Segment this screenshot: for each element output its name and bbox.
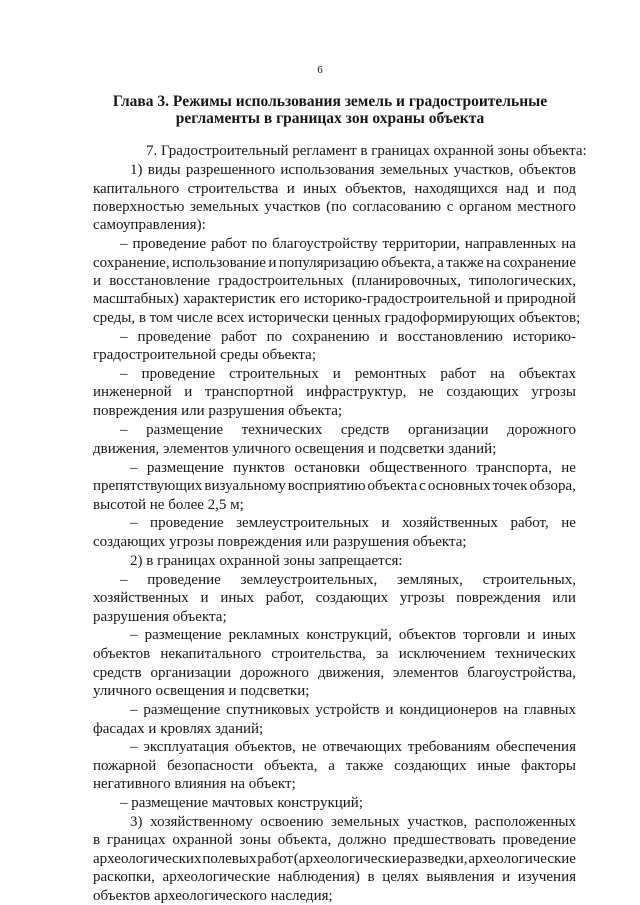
text-line [93,180,576,198]
word: размещение [144,627,222,643]
word: объекта, [264,758,318,774]
word: благоустройства, [467,665,576,681]
word: размещение [146,422,224,438]
word: должно [338,832,387,848]
word: и [184,384,193,400]
word: земельных [379,162,449,178]
word: в [93,832,101,848]
text-line [130,738,576,756]
word: работ, [265,590,304,606]
text-line: 2) в границах охранной зоны запрещается: [130,553,403,569]
word: объектов [518,162,576,178]
word: расположенных [474,814,576,830]
word: проведение [132,236,206,252]
word: проведение [150,515,224,531]
word: работ [220,329,257,345]
word: некапитального [160,646,262,662]
word: земляных, [397,572,463,588]
word: и [385,702,394,718]
word: главных [523,702,576,718]
text-line: высотой не более 2,5 м; [93,497,244,513]
word: виды [147,162,181,178]
word: проведение [502,832,576,848]
word: или [552,590,576,606]
word: создающих [394,758,467,774]
page-number: 6 [317,64,323,76]
word: угрозы [531,384,576,400]
word: инфраструктур, [306,384,407,400]
word: на [561,236,576,252]
word: зоны [239,832,271,848]
word: с [446,199,454,215]
word: технических [495,646,576,662]
word: его [279,291,300,307]
word: на [490,366,505,382]
word: организации [150,665,232,681]
word: – [120,366,128,382]
word: объектов [93,646,151,662]
word: органом [459,199,512,215]
text-line: движения, элементов уличного освещения и подсветки зданий; [93,441,497,457]
word: и [286,181,295,197]
text-line [93,831,576,849]
word: не [561,460,576,476]
word: безопасности [167,758,254,774]
word: создающих [315,590,389,606]
text-line [93,868,576,886]
word: – [130,627,138,643]
word: раскопки, [93,869,155,885]
word: 1) [130,162,143,178]
word: использование [171,255,266,271]
text-line [93,272,576,290]
word: освоению [260,814,324,830]
word: и [527,627,536,643]
word: (планировочных, [351,273,461,289]
word: популяризацию [278,255,379,271]
word: (по [326,199,347,215]
word: спутниковых [226,702,310,718]
word: объекта [367,478,418,494]
word: восстановлению [397,329,503,345]
word: – [120,329,128,345]
word: угрозы [399,590,445,606]
text-line: 7. Градостроительный регламент в границах охранной зоны объекта: [146,143,587,159]
text-line: создающих угрозы повреждения или разрушения объекта; [93,534,467,550]
word: повреждения [456,590,541,606]
word: технических [241,422,323,438]
word: проведение [147,572,221,588]
word: за [375,646,389,662]
word: обеспечения [495,739,576,755]
word: археологические [468,851,576,867]
word: и [536,181,545,197]
word: историко-градостроительной [303,291,491,307]
text-line [93,850,576,868]
word: инженерной [93,384,172,400]
word: создающих [446,384,519,400]
word: проведение [141,366,216,382]
word: – [120,422,128,438]
word: 3) [130,814,143,830]
word: строительных [229,366,319,382]
word: основных [427,478,491,494]
text-line [93,664,576,682]
text-line [93,290,576,308]
text-line [120,365,576,383]
word: и [93,273,102,289]
word: дорожного [507,422,576,438]
word: факторы [521,758,576,774]
word: и [268,255,277,271]
word: – [130,460,138,476]
text-line [130,626,576,644]
word: масштабных) [93,291,179,307]
word: работ, [510,515,549,531]
word: земельных [190,199,259,215]
word: ремонтных [354,366,427,382]
word: и [200,590,209,606]
word: в [367,869,375,885]
word: также [446,255,484,271]
word: – [130,515,138,531]
word: целях [382,869,419,885]
text-line: разрушения объекта; [93,609,227,625]
word: и [379,329,388,345]
word: изучения [517,869,576,885]
word: объекта, [381,255,435,271]
word: торговли [463,627,521,643]
word: восстановление [109,273,211,289]
word: – [120,236,128,252]
word: исключением [398,646,486,662]
word: над [506,181,529,197]
text-line [130,514,576,532]
word: требованиям [407,739,490,755]
word: а [328,758,335,774]
text-line: среды, в том числе всех исторически ценных градоформирующих объектов; [93,310,581,326]
word: элементов [393,665,459,681]
text-line [120,571,576,589]
word: охранной [172,832,233,848]
text-line: повреждения или разрушения объекта; [93,403,343,419]
word: под [553,181,576,197]
word: находящихся [414,181,498,197]
text-line [93,198,576,216]
word: препятствующих [93,478,203,494]
word: на [486,255,501,271]
word: не [561,515,576,531]
text-line [120,235,576,253]
word: археологических [93,851,202,867]
word: сохранение, [93,255,170,271]
chapter-title [90,93,570,127]
text-line [120,421,576,439]
word: с [419,478,426,494]
text-line [130,701,576,719]
word: благоустройству [272,236,378,252]
word: иных [303,181,337,197]
word: выявления [426,869,495,885]
word: (археологические [293,851,407,867]
word: и [494,291,503,307]
word: использования [280,162,375,178]
word: восприятию [287,478,366,494]
text-line [93,477,576,495]
word: транспортной [204,384,294,400]
word: проведение [137,329,211,345]
word: землеустроительных, [240,572,378,588]
word: и [332,366,341,382]
text-line [93,383,576,401]
word: организации [407,422,489,438]
text-line: уличного освещения и подсветки; [93,683,310,699]
word: не [419,384,434,400]
text-line [130,813,576,831]
text-line: градостроительной среды объекта; [93,347,316,363]
word: средств [340,422,390,438]
word: размещение [146,460,224,476]
word: остановки [294,460,361,476]
word: работ [257,851,293,867]
word: историко- [512,329,576,345]
text-line [93,254,576,272]
word: – [120,572,128,588]
text-line: фасадах и кровлях зданий; [93,721,264,737]
word: земельных [331,814,400,830]
word: направленных [464,236,557,252]
word: археологические [162,869,271,885]
word: обзора, [529,478,576,494]
word: хозяйственных [93,590,189,606]
word: местного [517,199,576,215]
word: объекта, [277,832,332,848]
word: и [381,515,390,531]
word: хозяйственному [150,814,253,830]
text-line [130,161,576,179]
word: участков, [407,814,468,830]
word: рекламных [228,627,300,643]
word: конструкций, [306,627,392,643]
word: пунктов [233,460,285,476]
word: не [301,739,317,755]
word: сохранение [503,255,576,271]
word: капитального [93,181,180,197]
text-line: негативного влияния на объект; [93,776,296,792]
chapter-title-line-2: регламенты в границах зон охраны объекта [175,110,485,127]
text-line [130,459,576,477]
text-line: – размещение мачтовых конструкций; [120,795,363,811]
word: согласованию [352,199,442,215]
word: по [251,236,268,252]
word: объектов, [345,181,407,197]
word: объектов [398,627,457,643]
text-line [93,757,576,775]
word: отвечающих [322,739,402,755]
word: устройств [315,702,380,718]
chapter-title-line-1: Глава 3. Режимы использования земель и градостроительные [112,93,548,110]
word: иных [542,627,576,643]
word: разведки, [407,851,468,867]
word: на [503,702,518,718]
word: иные [477,758,511,774]
word: сохранению [292,329,370,345]
word: разрешенного [185,162,276,178]
word: точек [492,478,528,494]
word: строительства [187,181,279,197]
word: градостроительных [218,273,344,289]
word: территории, [382,236,460,252]
word: а [437,255,444,271]
word: типологических, [469,273,576,289]
word: кондиционеров [399,702,498,718]
text-line [93,645,576,663]
word: общественного [369,460,467,476]
word: предшествовать [393,832,496,848]
word: полевых [202,851,257,867]
word: работ [210,236,247,252]
word: – [130,702,138,718]
word: землеустроительных [236,515,369,531]
text-line [93,589,576,607]
word: границах [106,832,166,848]
word: по [266,329,283,345]
word: иных [220,590,254,606]
word: и [502,869,511,885]
word: объектах [518,366,576,382]
word: пожарной [93,758,157,774]
word: размещение [143,702,221,718]
word: средств [93,665,142,681]
word: природной [506,291,576,307]
word: объектов, [234,739,296,755]
word: наблюдения) [277,869,360,885]
word: строительных, [482,572,576,588]
word: работ [440,366,476,382]
text-line: самоуправления): [93,217,206,233]
word: строительства, [271,646,366,662]
text-line: объектов археологического наследия; [93,888,333,904]
word: характеристик [183,291,276,307]
word: движения, [317,665,385,681]
word: транспорта, [476,460,552,476]
word: – [130,739,138,755]
word: участков, [453,162,514,178]
word: эксплуатация [143,739,229,755]
text-line [120,328,576,346]
word: дорожного [239,665,309,681]
word: участков [264,199,321,215]
word: поверхностью [93,199,185,215]
word: хозяйственных [402,515,498,531]
word: визуальному [204,478,286,494]
word: также [345,758,384,774]
